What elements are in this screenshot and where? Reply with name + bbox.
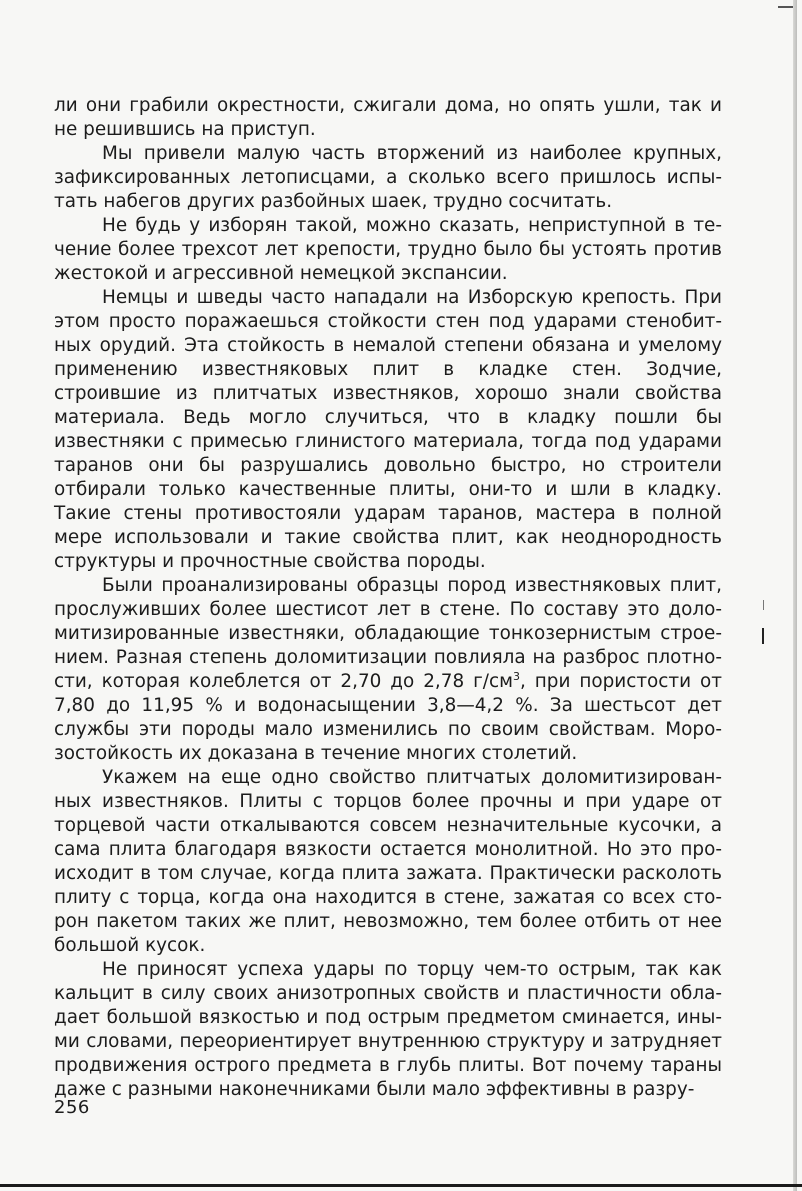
paragraph-2: Мы привели малую часть вторжений из наиболее крупных, зафиксированных летописцами, а сколько всего пришлось испытать набегов других разбойных шаек, трудно сосчитать. <box>54 143 722 212</box>
paragraph-5-part-2: , при пористости от 7,80 до 11,95 % и водонасыщении 3,8—4,2 %. За шестьсот дет службы эти породы мало изменились по своим свойствам. Морозостойкость их доказана в течение многих столетий. <box>54 671 722 764</box>
scan-mark-2 <box>762 628 764 644</box>
page-edge-right <box>793 0 797 1191</box>
page-edge-bottom <box>0 1184 802 1187</box>
page-number: 256 <box>54 1097 90 1118</box>
cubic-superscript: 3 <box>512 669 520 683</box>
paragraph-3: Не будь у изборян такой, можно сказать, неприступной в течение более трехсот лет крепости, трудно было бы устоять против жестокой и агрессивной немецкой экспансии. <box>54 215 722 284</box>
paragraph-5 <box>54 574 722 766</box>
page-body <box>54 94 722 1102</box>
paragraph-7: Не приносят успеха удары по торцу чем-то острым, так как кальцит в силу своих анизотропных свойств и пластичности обладает большой вязкостью и под острым предметом сминается, иными словами, переориентирует внутреннюю структуру и затрудняет продвижения острого предмета в глубь плиты. Вот почему тараны даже с разными наконечниками были мало эффективны в разру- <box>54 959 722 1100</box>
scan-corner-mark <box>778 6 794 8</box>
paragraph-6: Укажем на еще одно свойство плитчатых доломитизированных известняков. Плиты с торцов более прочны и при ударе от торцевой части откалываются совсем незначительные кусочки, а сама плита благодаря вязкости остается монолитной. Но это происходит в том случае, когда плита зажата. Практически расколоть плиту с торца, когда она находится в стене, зажатая со всех сторон пакетом таких же плит, невозможно, тем более отбить от нее большой кусок. <box>54 767 722 956</box>
scan-mark-1 <box>763 600 764 610</box>
paragraph-5-part-1: Были проанализированы образцы пород известняковых плит, прослуживших более шестисот лет в стене. По составу это доломитизированные известняки, обладающие тонкозернистым строением. Разная степень доломитизации повлияла на разброс плотности, которая колеблется от 2,70 до 2,78 г/см <box>54 575 722 692</box>
paragraph-4: Немцы и шведы часто нападали на Изборскую крепость. При этом просто поражаешься стойкости стен под ударами стенобитных орудий. Эта стойкость в немалой степени обязана и умелому применению известняковых плит в кладке стен. Зодчие, строившие из плитчатых известняков, хорошо знали свойства материала. Ведь могло случиться, что в кладку пошли бы известняки с примесью глинистого материала, тогда под ударами таранов они бы разрушались довольно быстро, но строители отбирали только качественные плиты, они-то и шли в кладку. Такие стены противостояли ударам таранов, мастера в полной мере использовали и такие свойства плит, как неоднородность структуры и прочностные свойства породы. <box>54 287 722 572</box>
paragraph-1: ли они грабили окрестности, сжигали дома, но опять ушли, так и не решившись на приступ. <box>54 95 722 140</box>
